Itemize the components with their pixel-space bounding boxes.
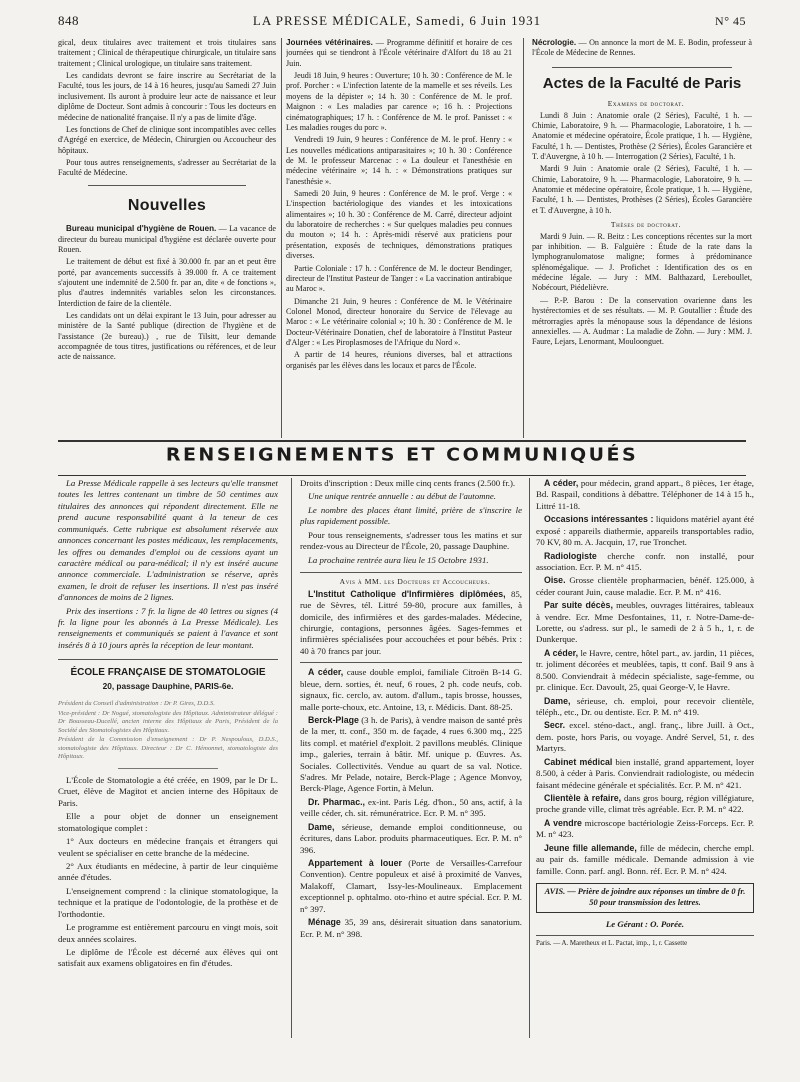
section-rule [58,475,746,476]
page-number: 848 [58,13,79,28]
examens-label: Examens de doctorat. [607,98,685,108]
paragraph: Le diplôme de l'École est décerné aux élèves qui ont satisfait aux examens obligatoires en fin d'études. [58,946,278,969]
paragraph: La vacance de directeur du bureau municipal d'hygiène est déclarée ouverte pour Rouen. [58,224,276,254]
paragraph: Les candidats devront se faire inscrire au Secrétariat de la Faculté, tous les jours, de 14 à 16 heures, jusqu'au Samedi 27 Juin inclusivement. Ils auront à produire leur acte de naissance et leur diplôme de Docteur. Sont admis à concourir : Tous les docteurs en médecine de nationalité française. Il n'y a pas de limite d'âge. [58,71,276,122]
paragraph: 1° Aux docteurs en médecine français et étrangers qui veulent se spécialiser en cette branche de la médecine. [58,836,278,858]
paragraph: L'École de Stomatologie a été créée, en 1909, par le Dr L. Cruet, élève de Magitot et ancien interne des Hôpitaux de Paris. [58,775,278,808]
journal-title: LA PRESSE MÉDICALE, Samedi, 6 Juin 1931 [252,13,542,28]
ad-heading: A céder, [544,478,579,488]
paragraph: Mardi 9 Juin : Anatomie orale (2 Séries), Faculté, 1 h. — Chimie, Laboratoire, 9 h. — Pharmacologie, Laboratoire, 9 h. — Anatomie et médecine opératoire, École pratique, 1 h. — Hygiène, Faculté, 1 h. — Dentistes, Prothèses (2 Séries), Écoles Garancière et T. d'Auvergne, à 10 h. [532,164,752,215]
ad-heading: Par suite décès, [544,600,613,611]
ad-heading: Clientèle à refaire, [544,792,622,803]
ad-heading: Dame, [544,695,571,706]
section-rule [58,440,746,442]
ad-text: microscope bactériologie Zeiss-Forceps. Ecr. P. M. n° 423. [536,817,754,840]
ecole-address: 20, passage Dauphine, PARIS-6e. [102,681,234,692]
paragraph: Jeudi 18 Juin, 9 heures : Ouverture; 10 h. 30 : Conférence de M. le prof. Porcher : « L'infection latente de la mamelle et ses réveils. Les moyens de la dépister »; 14 h. 30 : Conférence de M. le prof. Maignon : « Les maladies par carence »; 16 h. : Projections cinématographiques; 17 h. : Conférence de M. le prof. Panisset : « Les maladies rouges du porc ». [286,71,512,132]
prix-notice: Prix des insertions : 7 fr. la ligne de 40 lettres ou signes (4 fr. la ligne pour les abonnés à La Presse Médicale). Les renseignements et communiqués se paient à l'avance et sont insérés 8 à 10 jours après la réception de leur montant. [58,605,278,650]
ad-text: cause double emploi, familiale Citroën B-14 G. bleue, dern. sorties, ét. neuf, 6 roues, 2 ph. code neufs, cob. signaux, fic. cerclo, av. autom. d'allum., tapis brosse, housses, malle porte-choux, etc. Antoine, 13, r. Médicis. Dant. 88-25. [300,667,522,712]
ad-heading: Dame, [308,821,335,832]
ad-text: liquidons matériel ayant été exposé : appareils diathermie, appareils transportables radio, 70 KV, 80 m. A. Jacquin, 17, rue Tronchet. [536,514,754,548]
column-divider [291,478,292,1038]
printer-line: Paris. — A. Maretheux et L. Pactat, imp., 1, r. Cassette [536,935,754,949]
ad-text: le Havre, centre, hôtel part., av. jardin, 11 pièces, tr. joliment décorées et meublées, tapis, tt conf. Bail 9 ans à 8.500. Conviendrait à médecin spécialiste, sage-femme, ou pr. clinique. Ecr. Davoult, 25, quai George-V, le Havre. [536,647,754,693]
ad-text: sérieuse, demande emploi conditionneuse, ou écritures, dans Labor. produits pharmaceutiques. Ecr. P. M. n° 396. [300,821,522,855]
paragraph: Programme définitif et horaire de ces journées qui se tiendront à l'École vétérinaire d'Alfort du 18 au 21 Juin. [286,38,512,68]
necrologie-heading: Nécrologie. [532,38,577,47]
ad-text: meubles, ouvrages littéraires, tableaux à vendre. Ecr. Mme Desfontaines, 11, r. Notre-Dame-de-Lorette, ou s'adress. sur pl., le samedi de 2 à 5 h., 1, r. de Dunkerque. [536,600,754,645]
ad-text: (3 h. de Paris), à vendre maison de santé près de la mer, tt. conf., 350 m. de façade, 4 rues 6.300 mq., 225 lits compl. et matériel d'exploit. 2 pavillons meublés. Clinique imp., galeries, terrain à bâtir. Mf. unique p. Œuvres. As. Sociales. Collectivités. Vendue au quart de sa val. Notice. S'adres. Mr Pelade, notaire, Berck-Plage ; Agence Monvoy, Berck-Plage, Agence Fortin, à Melun. [300,714,522,794]
ad-heading: Oise. [544,575,566,586]
paragraph: gical, deux titulaires avec traitement et trois titulaires sans traitement ; Clinical de thérapeutique chirurgicale, un titulaire sans traitement ; Clinical urologique, un titulaire sans traitement. [58,38,276,68]
ad-text: ex-int. Paris Lég. d'hon., 50 ans, actif, à la veille céder, ch. sit. rémunératrice. Ecr. P. M. n° 395. [300,796,522,819]
paragraph: 2° Aux étudiants en médecine, à partir de leur cinquième année d'études. [58,861,278,883]
actes-title: Actes de la Faculté de Paris [542,74,742,92]
ad-heading: Appartement à louer [308,857,402,868]
ad-heading: A vendre [544,817,582,828]
issue-number: N° 45 [715,14,746,28]
ad-text: 85, rue de Sèvres, tél. Littré 59-80, procure aux familles, à domicile, des infirmières et des gardes-malades. Médecine, chirurgie, contagions, personnes âgées. Sages-femmes et infirmières spécialisées pour accouchées et pour bébés. Prix : 40 à 70 francs par jour. [300,588,522,656]
ad-text: Grosse clientèle propharmacien, bénéf. 125.000, à céder courant Juin, cause maladie. Ecr. P. M. n° 416. [536,575,754,597]
faint-text: Président du Conseil d'administration : Dr P. Gires, D.D.S. [58,700,215,708]
ad-text: fille de médecin, cherche empl. au pair ds. famille médicale. Demande admission à vie famille. Conn. parf. angl. Bonn. réf. Ecr. P. M. n° 424. [536,842,754,876]
top-column-2: Journées vétérinaires. — Programme définitif et horaire de ces journées qui se tiendront à l'École vétérinaire d'Alfort du 18 au 21 Juin. Jeudi 18 Juin, 9 heures : Ouverture; 10 h. 30 : Conférence de M. le prof. Porcher : « L'infection latente de la mamelle et ses réveils. Les moyens de la dépister »; 14 h. 30 : Conférence de M. le prof. Maignon : « Les maladies par carence »; 16 h. : Projections cinématographiques; 17 h. : Conférence de M. le prof. Panisset : « Les maladies rouges du porc ». Vendredi 19 Juin, 9 heures : Conférence de M. le prof. Henry : « Les nouvelles médications antiparasitaires »; 10 h. 30 : Conférence de M. le professeur Marcenac : « La douleur et l'anesthésie en médecine vétérinaire »; 14 h. : « Démonstrations pratiques sur l'anesthésie ». Samedi 20 Juin, 9 heures : Conférence de M. le prof. Verge : « L'inspection bactériologique des viandes et les intoxications alimentaires »; 10 h. 30 : Conférence de M. Carré, directeur adjoint du laboratoire de recherches : « Sur quelques maladies peu connues du mouton »; 14 h. : Après-midi réservé aux praticiens pour présentation, exposés de techniques, démonstrations pratiques diverses. Partie Coloniale : 17 h. : Conférence de M. le docteur Bendinger, directeur de l'Institut Pasteur de Tanger : « La vaccination antirabique au Maroc ». Dimanche 21 Juin, 9 heures : Conférence de M. le Vétérinaire Colonel Monod, directeur honoraire du Service de l'élevage au Maroc : « Le vétérinaire colonial »; 10 h. 30 : Conférence de M. le Docteur-Vétérinaire Donatien, chef de laboratoire à l'Institut Pasteur d'Alger : « Les Piroplasmoses de l'Afrique du Nord ». A partir de 14 heures, réunions diverses, bal et attractions organisés par les élèves dans les locaux et parcs de l'École. [286,38,512,370]
ad-text: cherche confr. non installé, pour association. Ecr. P. M. n° 415. [536,550,754,572]
ad-heading: Dr. Pharmac., [308,796,365,807]
paragraph: Le nombre des places étant limité, prière de s'inscrire le plus rapidement possible. [300,504,522,527]
ad-text: (Porte de Versailles-Carrefour Convention). Centre populeux et aisé à proximité de Vanves, Malakoff, Clamart, Issy-les-Moulineaux. Emplacement exceptionnel p. ophtalmo. oto-rhino et autre spécial. Ecr. P. M. n° 397. [300,857,522,914]
paragraph: — P.-P. Barou : De la conservation ovarienne dans les hystérectomies et de ses résultats. — M. P. Goutallier : Étude des métrorragies après la ménopause sous la dépendance de lésions annexielles. — A. Audmar : La maladie de Zohn. — Jury : MM. J. Faure, Lejars, Lenormant, Mouloonguet. [532,295,752,347]
ad-text: pour médecin, grand appart., 8 pièces, 1er étage, Bd. Raspail, conditions à débattre. Téléphoner de 14 à 15 h., Littré 11-18. [536,478,754,511]
paragraph: Le traitement de début est fixé à 30.000 fr. par an et peut être porté, par avancements successifs à 39.000 fr. A ce traitement s'ajoutent une indemnité de 2.500 fr. par an, dite « de fonctions », plus d'autres indemnités variables selon les circonstances. Interdiction de faire de la clientèle. [58,257,276,308]
avis-box: AVIS. — Prière de joindre aux réponses un timbre de 0 fr. 50 pour transmission des lettres. [536,883,754,913]
column-divider [281,38,282,438]
faint-text: Président de la Commission d'enseignement : Dr P. Nespoulous, D.D.S., stomatologiste des Hôpitaux. Directeur : Dr C. Hémonnet, stomatologiste des Hôpitaux. [58,736,278,761]
intro-notice: La Presse Médicale rappelle à ses lecteurs qu'elle transmet toutes les lettres contenant un timbre de 50 centimes aux titulaires des annonces qui répondent directement. Elle ne prend aucune responsabilité quant à la teneur de ces communiqués. Cette rubrique est absolument réservée aux annonces concernant les postes médicaux, les remplacements, les offres ou demandes d'emploi ou de cessions ayant un caractère médical ou para-médical; il n'y est inséré aucune annonce commerciale. L'administration se réserve, après examen, le droit de refuser les insertions. Il n'est pas inséré d'annonces de moins de 2 lignes. [58,478,278,603]
ad-text: dans gros bourg, région villégiature, proche grande ville, climat très agréable. Ecr. P. M. n° 422. [536,792,754,815]
paragraph: Lundi 8 Juin : Anatomie orale (2 Séries), Faculté, 1 h. — Chimie, Laboratoire, 9 h. — Pharmacologie, Laboratoire, 1 h. — Anatomie et médecine opératoire, École pratique, 1 h. — Hygiène, Faculté, 1 h. — Dentistes, Prothèse (2 Séries), Écoles Garancière et T. d'Auvergne, à 10 h. — Interrogation (2 Séries), Faculté, 1 h. [532,110,752,161]
bottom-column-3 [536,478,754,1028]
paragraph: On annonce la mort de M. E. Bodin, professeur à l'École de Médecine de Rennes. [532,38,752,58]
paragraph: Vendredi 19 Juin, 9 heures : Conférence de M. le prof. Henry : « Les nouvelles médications antiparasitaires »; 10 h. 30 : Conférence de M. le professeur Marcenac : « La douleur et l'anesthésie en médecine vétérinaire »; 14 h. : « Démonstrations pratiques sur l'anesthésie ». [286,135,512,186]
ad-heading: Berck-Plage [308,714,359,725]
ad-heading: Radiologiste [544,550,597,561]
top-column-3: Nécrologie. — On annonce la mort de M. E. Bodin, professeur à l'École de Médecine de Rennes. Actes de la Faculté de Paris Examens de doctorat. Lundi 8 Juin : Anatomie orale (2 Séries), Faculté, 1 h. — Chimie, Laboratoire, 9 h. — Pharmacologie, Laboratoire, 1 h. — Anatomie et médecine opératoire, École pratique, 1 h. — Hygiène, Faculté, 1 h. — Dentistes, Prothèse (2 Séries), Écoles Garancière et T. d'Auvergne, à 10 h. — Interrogation (2 Séries), Faculté, 1 h. Mardi 9 Juin : Anatomie orale (2 Séries), Faculté, 1 h. — Chimie, Laboratoire, 9 h. — Pharmacologie, Laboratoire, 9 h. — Anatomie et médecine opératoire, École pratique, 1 h. — Hygiène, Faculté, 1 h. — Dentistes, Prothèses (2 Séries), Écoles Garancière et T. d'Auvergne, à 10 h. Thèses de doctorat. Mardi 9 Juin. — R. Beitz : Les conceptions récentes sur la mort par inhibition. — B. Falguière : Étude de la rate dans la lymphogranulomatose maligne; formes à prédominance splénomégalique. — J. Profichet : Identification des os en médecine légale. — Jury : MM. Balthazard, Lereboullet, Nobécourt, Piédelièvre. — P.-P. Barou : De la conservation ovarienne dans les hystérectomies et de ses résultats. — M. P. Goutallier : Étude des métrorragies après la ménopause sous la dépendance de lésions annexielles. — A. Audmar : La maladie de Zohn. — Jury : MM. J. Faure, Lejars, Lenormant, Mouloonguet. [532,38,752,347]
paragraph: Les fonctions de Chef de clinique sont incompatibles avec celles d'Agrégé en exercice, de Médecin, Chirurgien ou Accoucheur des hôpitaux. [58,124,276,155]
top-column-1: gical, deux titulaires avec traitement et trois titulaires sans traitement ; Clinical de thérapeutique chirurgicale, un titulaire sans traitement ; Clinical urologique, un titulaire sans traitement. Les candidats devront se faire inscrire au Secrétariat de la Faculté, tous les jours, de 14 à 16 heures, jusqu'au Samedi 27 Juin inclusivement. Ils auront à produire leur acte de naissance et leur diplôme de Docteur. Sont admis à concourir : Tous les docteurs en médecine de nationalité française. Il n'y a pas de limite d'âge. Les fonctions de Chef de clinique sont incompatibles avec celles d'Agrégé en exercice, de Médecin, Chirurgien ou Accoucheur des hôpitaux. Pour tous autres renseignements, s'adresser au Secrétariat de la Faculté de Médecine. Nouvelles Bureau municipal d'hygiène de Rouen. — La vacance de directeur du bureau municipal d'hygiène est déclarée ouverte pour Rouen. Le traitement de début est fixé à 30.000 fr. par an et peut être porté, par avancements successifs à 39.000 fr. A ce traitement s'ajoutent une indemnité de 2.500 fr. par an, dite « de fonctions », plus d'autres indemnités variables selon les circonstances. Interdiction de faire de la clientèle. Les candidats ont un délai expirant le 13 Juin, pour adresser au ministère de la Santé publique (direction de l'hygiène et de l'assistance (2e bureau).) , rue de Tilsitt, leur demande accompagnée de tous titres, justifications ou références, et de leur acte de naissance. [58,38,276,362]
paragraph: Le programme est entièrement parcouru en vingt mois, soit deux années scolaires. [58,922,278,944]
gerant-line: Le Gérant : O. Porée. [605,918,685,929]
paragraph: Dimanche 21 Juin, 9 heures : Conférence de M. le Vétérinaire Colonel Monod, directeur honoraire du Service de l'élevage au Maroc : « Le vétérinaire colonial »; 10 h. 30 : Conférence de M. le Docteur-Vétérinaire Donatien, chef de laboratoire à l'Institut Pasteur d'Alger : « Les Piroplasmoses de l'Afrique du Nord ». [286,296,512,348]
paragraph: Samedi 20 Juin, 9 heures : Conférence de M. le prof. Verge : « L'inspection bactériologique des viandes et les intoxications alimentaires »; 10 h. 30 : Conférence de M. Carré, directeur adjoint du laboratoire de recherches : « Sur quelques maladies peu connues du mouton »; 14 h. : Après-midi réservé aux praticiens pour présentation, exposés de techniques, démonstrations pratiques diverses. [286,189,512,261]
ad-text: bien installé, grand appartement, loyer 8.500, à céder à Paris. Conviendrait radiologiste, ou médecin faisant médecine générale et spécialités. Ecr. P. M. n° 421. [536,756,754,790]
ad-heading: Cabinet médical [544,756,613,767]
paragraph: A partir de 14 heures, réunions diverses, bal et attractions organisés par les élèves dans les locaux et parcs de l'École. [286,350,512,370]
paragraph: Une unique rentrée annuelle : au début de l'automne. [308,491,496,502]
page-header [58,13,746,33]
ad-heading: A céder, [544,647,579,658]
paragraph: Pour tous autres renseignements, s'adresser au Secrétariat de la Faculté de Médecine. [58,157,276,178]
paragraph: Les candidats ont un délai expirant le 13 Juin, pour adresser au ministère de la Santé publique (direction de l'hygiène et de l'assistance (2e bureau).) , rue de Tilsitt, leur demande accompagnée de tous titres, justifications ou références, et de leur acte de naissance. [58,311,276,362]
avis-label: Avis à MM. les Docteurs et Accoucheurs. [339,576,491,586]
ecole-title: ÉCOLE FRANÇAISE DE STOMATOLOGIE [70,667,266,679]
ad-text: 35, 39 ans, désirerait situation dans sanatorium. Ecr. P. M. n° 398. [300,917,522,939]
ad-heading: Jeune fille allemande, [544,842,637,853]
banner-text: RENSEIGNEMENTS ET COMMUNIQUÉS [165,444,639,466]
bureau-heading: Bureau municipal d'hygiène de Rouen. [66,224,217,234]
nouvelles-title: Nouvelles [127,196,207,214]
bottom-column-1 [58,478,278,1038]
theses-label: Thèses de doctorat. [610,220,682,230]
paragraph: Droits d'inscription : Deux mille cinq cents francs (2.500 fr.). [300,478,516,488]
paragraph: Partie Coloniale : 17 h. : Conférence de M. le docteur Bendinger, directeur de l'Institut Pasteur de Tanger : « La vaccination antirabique au Maroc ». [286,263,512,294]
column-divider [523,38,524,438]
journees-heading: Journées vétérinaires. [286,38,373,47]
paragraph: Mardi 9 Juin. — R. Beitz : Les conceptions récentes sur la mort par inhibition. — B. Falguière : Étude de la rate dans la lymphogranulomatose maligne; formes à prédominance splénomégalique. — J. Profichet : Identification des os en médecine légale. — Jury : MM. Balthazard, Lereboullet, Nobécourt, Piédelièvre. [532,231,752,293]
ad-heading: Ménage [308,917,341,928]
ad-text: excel. sténo-dact., angl. franç., libre Juill. à Oct., dem. poste, hors Paris, ou voyage. André Servel, 51, r. des Martyrs. [536,720,754,754]
paragraph: Pour tous renseignements, s'adresser tous les matins et sur rendez-vous au Directeur de l'École, 20, passage Dauphine. [300,529,522,552]
ad-heading: A céder, [308,667,344,678]
faint-text: Vice-président : Dr Nogué, stomatologiste des Hôpitaux. Administrateur délégué : Dr Bousseau-Ducellé, ancien interne des Hôpitaux de Paris, Président de la Société des Stomatologistes des Hôpitaux. [58,709,278,734]
bottom-column-2 [300,478,522,1028]
paragraph: Elle a pour objet de donner un enseignement stomatologique complet : [58,811,278,833]
ad-heading: L'Institut Catholique d'Infirmières diplômées, [308,588,506,599]
ad-heading: Occasions intéressantes : [544,514,654,525]
column-divider [529,478,530,1038]
paragraph: L'enseignement comprend : la clinique stomatologique, la technique et la pratique de l'odontologie, de la prothèse et de l'orthodontie. [58,885,278,919]
renseignements-banner [58,443,746,475]
ad-heading: Secr. [544,720,566,731]
ad-text: sérieuse, ch. emploi, pour recevoir clientèle, téléph., etc., Dr. ou dentiste. Ecr. P. M. n° 419. [536,695,754,718]
paragraph: La prochaine rentrée aura lieu le 15 Octobre 1931. [308,554,489,565]
